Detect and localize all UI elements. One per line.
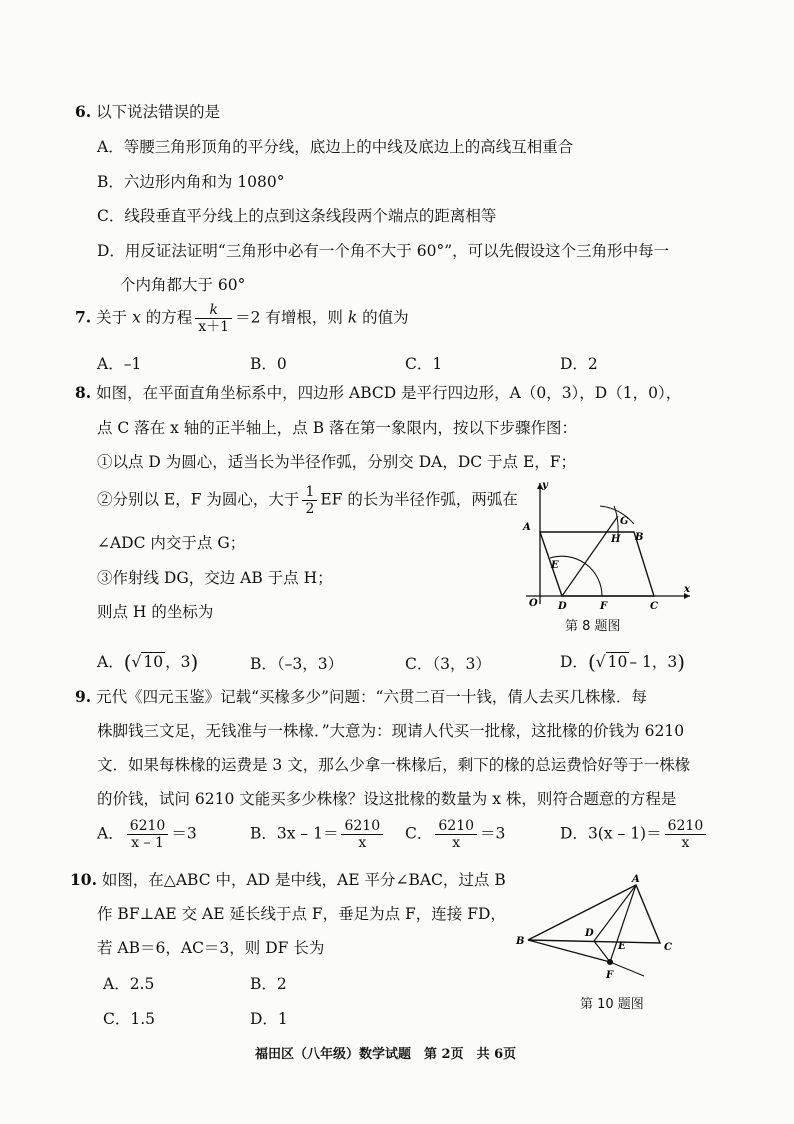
option-c: C．1.5 [103, 1010, 156, 1028]
step-2 [97, 484, 518, 517]
variable: x [132, 308, 141, 327]
label-b: B [635, 532, 644, 543]
question-text: 的方程 [145, 308, 193, 327]
fraction-denominator: 2 [302, 500, 317, 517]
option-d: D．用反证法证明“三角形中必有一个角不大于 60°”，可以先假设这个三角形中每一 [97, 242, 670, 260]
option-c [405, 818, 505, 851]
question-text: 关于 [96, 308, 128, 327]
fraction [127, 818, 169, 851]
equation-rhs: ＝3 [171, 824, 197, 843]
paren-close: ) [677, 650, 686, 674]
label-c: C [664, 942, 672, 953]
fraction-numerator: 6210 [344, 818, 381, 834]
question-text: 的价钱，试问 6210 文能买多少株椽？设这批椽的数量为 x 株，则符合题意的方程是 [97, 790, 677, 808]
fraction-denominator: x [435, 834, 477, 851]
question-text: 元代《四元玉鉴》记载“买椽多少”问题：“六贯二百一十钱，倩人去买几株椽．每 [96, 688, 647, 706]
option-label: B． [250, 824, 277, 843]
option-label: D． [560, 824, 588, 843]
question-8 [75, 381, 681, 403]
option-b [250, 818, 386, 851]
fraction [341, 818, 383, 851]
fraction [665, 818, 707, 851]
question-number: 6. [75, 102, 92, 121]
option-d-continued: 个内角都大于 60° [120, 276, 246, 294]
label-y: y [542, 480, 548, 491]
step-2-continued: ∠ADC 内交于点 G； [97, 534, 246, 552]
question-text: 点 C 落在 x 轴的正半轴上，点 B 落在第一象限内，按以下步骤作图： [97, 419, 578, 437]
option-b: B．（–3，3） [250, 655, 344, 673]
step-3: ③作射线 DG，交边 AB 于点 H； [97, 569, 333, 587]
step-text: EF 的长为半径作弧，两弧在 [320, 490, 518, 509]
option-b: B．2 [250, 975, 287, 993]
option-rest: ，3 [165, 653, 191, 671]
step-text: ②分别以 E，F 为圆心，大于 [97, 490, 300, 509]
segment-bf [528, 940, 610, 962]
fraction-numerator: 6210 [438, 818, 475, 834]
question-6 [75, 100, 220, 122]
option-c: C．1 [405, 355, 443, 373]
fraction [435, 818, 477, 851]
equation-rhs: ＝3 [480, 824, 506, 843]
fraction [302, 484, 317, 517]
fraction-numerator: 6210 [129, 818, 166, 834]
label-a: A [632, 874, 640, 885]
question-text: 的值为 [362, 308, 409, 327]
question-text: 作 BF⊥AE 交 AE 延长线于点 F，垂足为点 F，连接 FD， [97, 905, 506, 923]
option-d [560, 818, 709, 851]
fraction-denominator: x [341, 834, 383, 851]
question-number: 7. [75, 307, 92, 327]
label-a: A [523, 522, 531, 533]
option-label: A． [97, 824, 124, 843]
label-e: E [551, 560, 559, 571]
label-o: O [529, 598, 538, 609]
figure-8-caption: 第 8 题图 [565, 619, 621, 634]
option-label: A． [97, 653, 124, 671]
variable: k [347, 308, 358, 327]
option-a: A．2.5 [103, 975, 155, 993]
paren-close: ) [190, 650, 199, 674]
question-ask: 则点 H 的坐标为 [97, 603, 214, 621]
fraction-denominator: x [665, 834, 707, 851]
label-f: F [606, 970, 614, 981]
question-number: 9. [75, 687, 92, 706]
question-text: 若 AB＝6，AC＝3，则 DF 长为 [97, 939, 325, 957]
label-b: B [516, 936, 525, 947]
label-d: D [585, 928, 594, 939]
question-text: 株脚钱三文足，无钱准与一株椽．”大意为：现请人代买一批椽，这批椽的价钱为 6210 [97, 722, 685, 740]
fraction-denominator: x＋1 [195, 318, 232, 335]
label-g: G [620, 516, 629, 527]
option-a [97, 818, 197, 851]
option-b: B．六边形内角和为 1080° [97, 173, 285, 191]
page-footer: 福田区（八年级）数学试题 第 2页 共 6页 [255, 1047, 517, 1062]
paren-open: ( [587, 650, 596, 674]
triangle-abc [528, 885, 660, 943]
fraction-numerator: k [209, 302, 218, 318]
equation-lhs: 3(x – 1)＝ [587, 824, 662, 843]
paren-open: ( [123, 650, 132, 674]
question-text: 如图，在平面直角坐标系中，四边形 ABCD 是平行四边形，A（0，3），D（1，0）， [96, 384, 682, 402]
fraction-numerator: 1 [305, 484, 315, 500]
point-f [607, 959, 613, 965]
radicand: 10 [607, 653, 628, 671]
option-d: D．2 [560, 355, 598, 373]
step-1: ①以点 D 为圆心，适当长为半径作弧，分别交 DA，DC 于点 E，F； [97, 453, 577, 471]
option-a: A．(√ 10 ，3) [97, 650, 199, 674]
label-h: H [611, 534, 621, 545]
option-label: C． [405, 824, 433, 843]
ray-dg [562, 516, 618, 596]
option-c: C．线段垂直平分线上的点到这条线段两个端点的距离相等 [97, 207, 497, 225]
question-10 [70, 868, 506, 890]
question-text: 如图，在△ABC 中，AD 是中线，AE 平分∠BAC，过点 B [101, 871, 506, 889]
fraction-numerator: 6210 [667, 818, 704, 834]
question-text: ＝2 有增根，则 [235, 308, 343, 327]
figure-8 [518, 478, 698, 610]
fraction-denominator: x – 1 [127, 834, 169, 851]
figure-10 [508, 870, 688, 988]
fraction [195, 302, 232, 335]
radicand: 10 [143, 653, 164, 671]
figure-10-caption: 第 10 题图 [580, 997, 644, 1012]
question-9 [75, 685, 647, 707]
option-b: B．0 [250, 355, 287, 373]
label-f: F [600, 601, 608, 610]
question-stem: 以下说法错误的是 [96, 103, 221, 121]
option-c: C．（3，3） [405, 655, 491, 673]
option-rest: – 1，3 [629, 653, 678, 671]
extension-line [610, 962, 644, 976]
option-d: D．1 [250, 1010, 288, 1028]
label-e: E [618, 941, 626, 952]
label-x: x [684, 584, 690, 595]
question-text: 文．如果每株椽的运费是 3 文，那么少拿一株椽后，剩下的椽的总运费恰好等于一株椽 [97, 756, 691, 774]
median-ad [594, 885, 636, 941]
option-d: D．(√ 10 – 1，3) [560, 650, 686, 674]
question-number: 8. [75, 383, 92, 402]
label-c: C [650, 601, 658, 610]
option-a: A．等腰三角形顶角的平分线，底边上的中线及底边上的高线互相重合 [97, 138, 574, 156]
question-number: 10. [70, 870, 97, 889]
option-a: A．–1 [97, 355, 142, 373]
option-label: D． [560, 653, 588, 671]
equation-lhs: 3x – 1＝ [276, 824, 339, 843]
question-7 [75, 302, 409, 335]
label-d: D [558, 601, 567, 610]
